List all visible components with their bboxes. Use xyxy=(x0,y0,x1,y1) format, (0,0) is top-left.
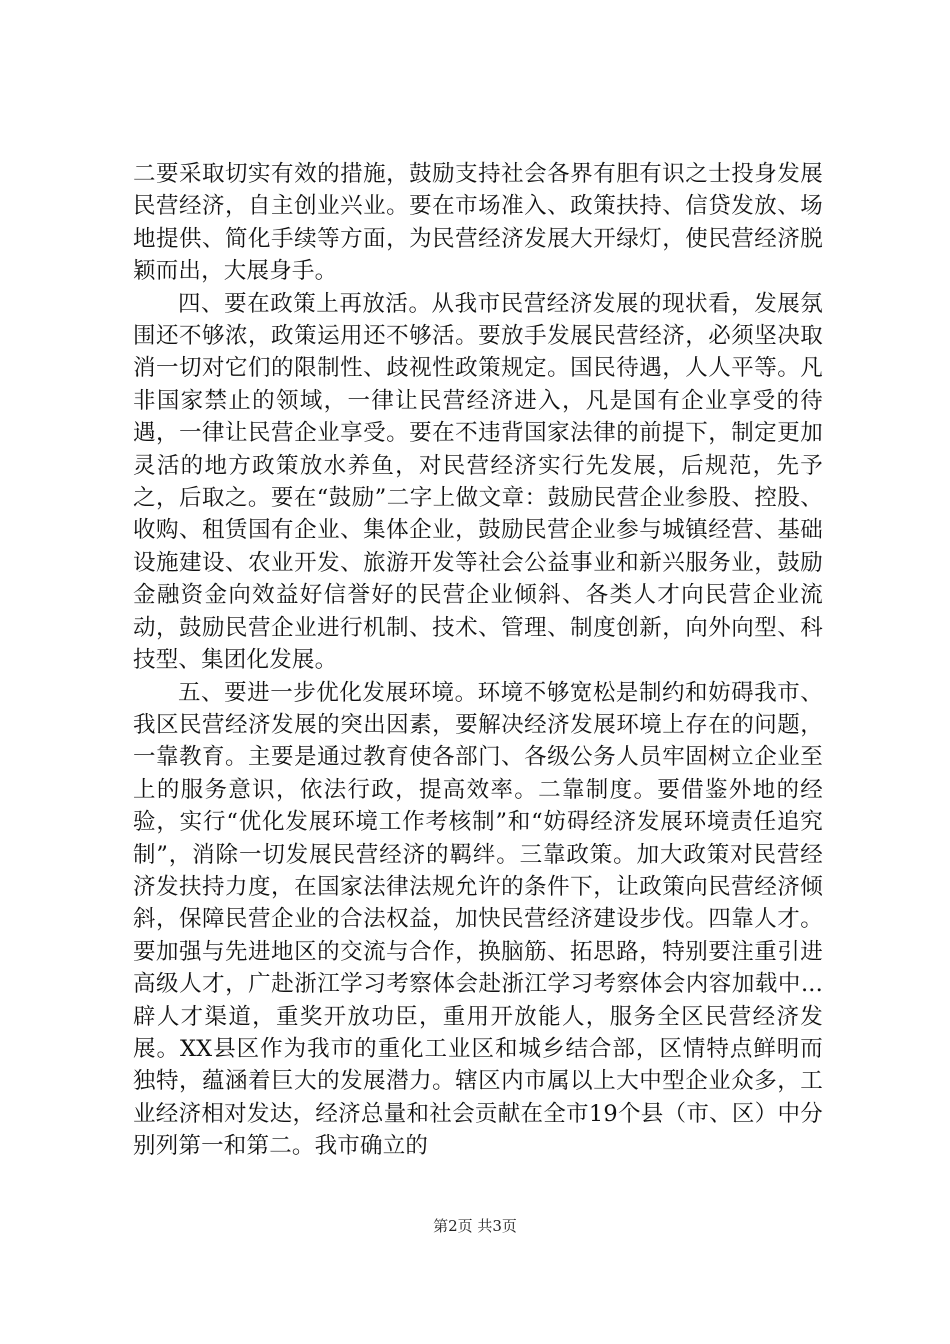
paragraph-1: 二要采取切实有效的措施，鼓励支持社会各界有胆有识之士投身发展民营经济，自主创业兴业。要在市场准入、政策扶持、信贷发放、场地提供、简化手续等方面，为民营经济发展大开绿灯，使民营经济脱颖而出，大展身手。 xyxy=(133,161,823,285)
paragraph-2: 四、要在政策上再放活。从我市民营经济发展的现状看，发展氛围还不够浓，政策运用还不够活。要放手发展民营经济，必须坚决取消一切对它们的限制性、歧视性政策规定。国民待遇，人人平等。凡非国家禁止的领域，一律让民营经济进入，凡是国有企业享受的待遇，一律让民营企业享受。要在不违背国家法律的前提下，制定更加灵活的地方政策放水养鱼，对民营经济实行先发展，后规范，先予之，后取之。要在“鼓励”二字上做文章：鼓励民营企业参股、控股、收购、租赁国有企业、集体企业，鼓励民营企业参与城镇经营、基础设施建设、农业开发、旅游开发等社会公益事业和新兴服务业，鼓励金融资金向效益好信誉好的民营企业倾斜、各类人才向民营企业流动，鼓励民营企业进行机制、技术、管理、制度创新，向外向型、科技型、集团化发展。 xyxy=(133,290,823,674)
document-body xyxy=(133,158,823,1163)
paragraph-3: 五、要进一步优化发展环境。环境不够宽松是制约和妨碍我市、我区民营经济发展的突出因素，要解决经济发展环境上存在的问题，一靠教育。主要是通过教育使各部门、各级公务人员牢固树立企业至上的服务意识，依法行政，提高效率。二靠制度。要借鉴外地的经验，实行“优化发展环境工作考核制”和“妨碍经济发展环境责任追究制”，消除一切发展民营经济的羁绊。三靠政策。加大政策对民营经济发扶持力度，在国家法律法规允许的条件下，让政策向民营经济倾斜，保障民营企业的合法权益，加快民营经济建设步伐。四靠人才。要加强与先进地区的交流与合作，换脑筋、拓思路，特别要注重引进高级人才，广赴浙江学习考察体会赴浙江学习考察体会内容加载中...辟人才渠道，重奖开放功臣，重用开放能人，服务全区民营经济发展。XX县区作为我市的重化工业区和城乡结合部，区情特点鲜明而独特，蕴涵着巨大的发展潜力。辖区内市属以上大中型企业众多，工业经济相对发达，经济总量和社会贡献在全市19个县（市、区）中分别列第一和第二。我市确立的 xyxy=(133,679,823,1160)
page-number-footer: 第2页 共3页 xyxy=(433,1217,517,1235)
